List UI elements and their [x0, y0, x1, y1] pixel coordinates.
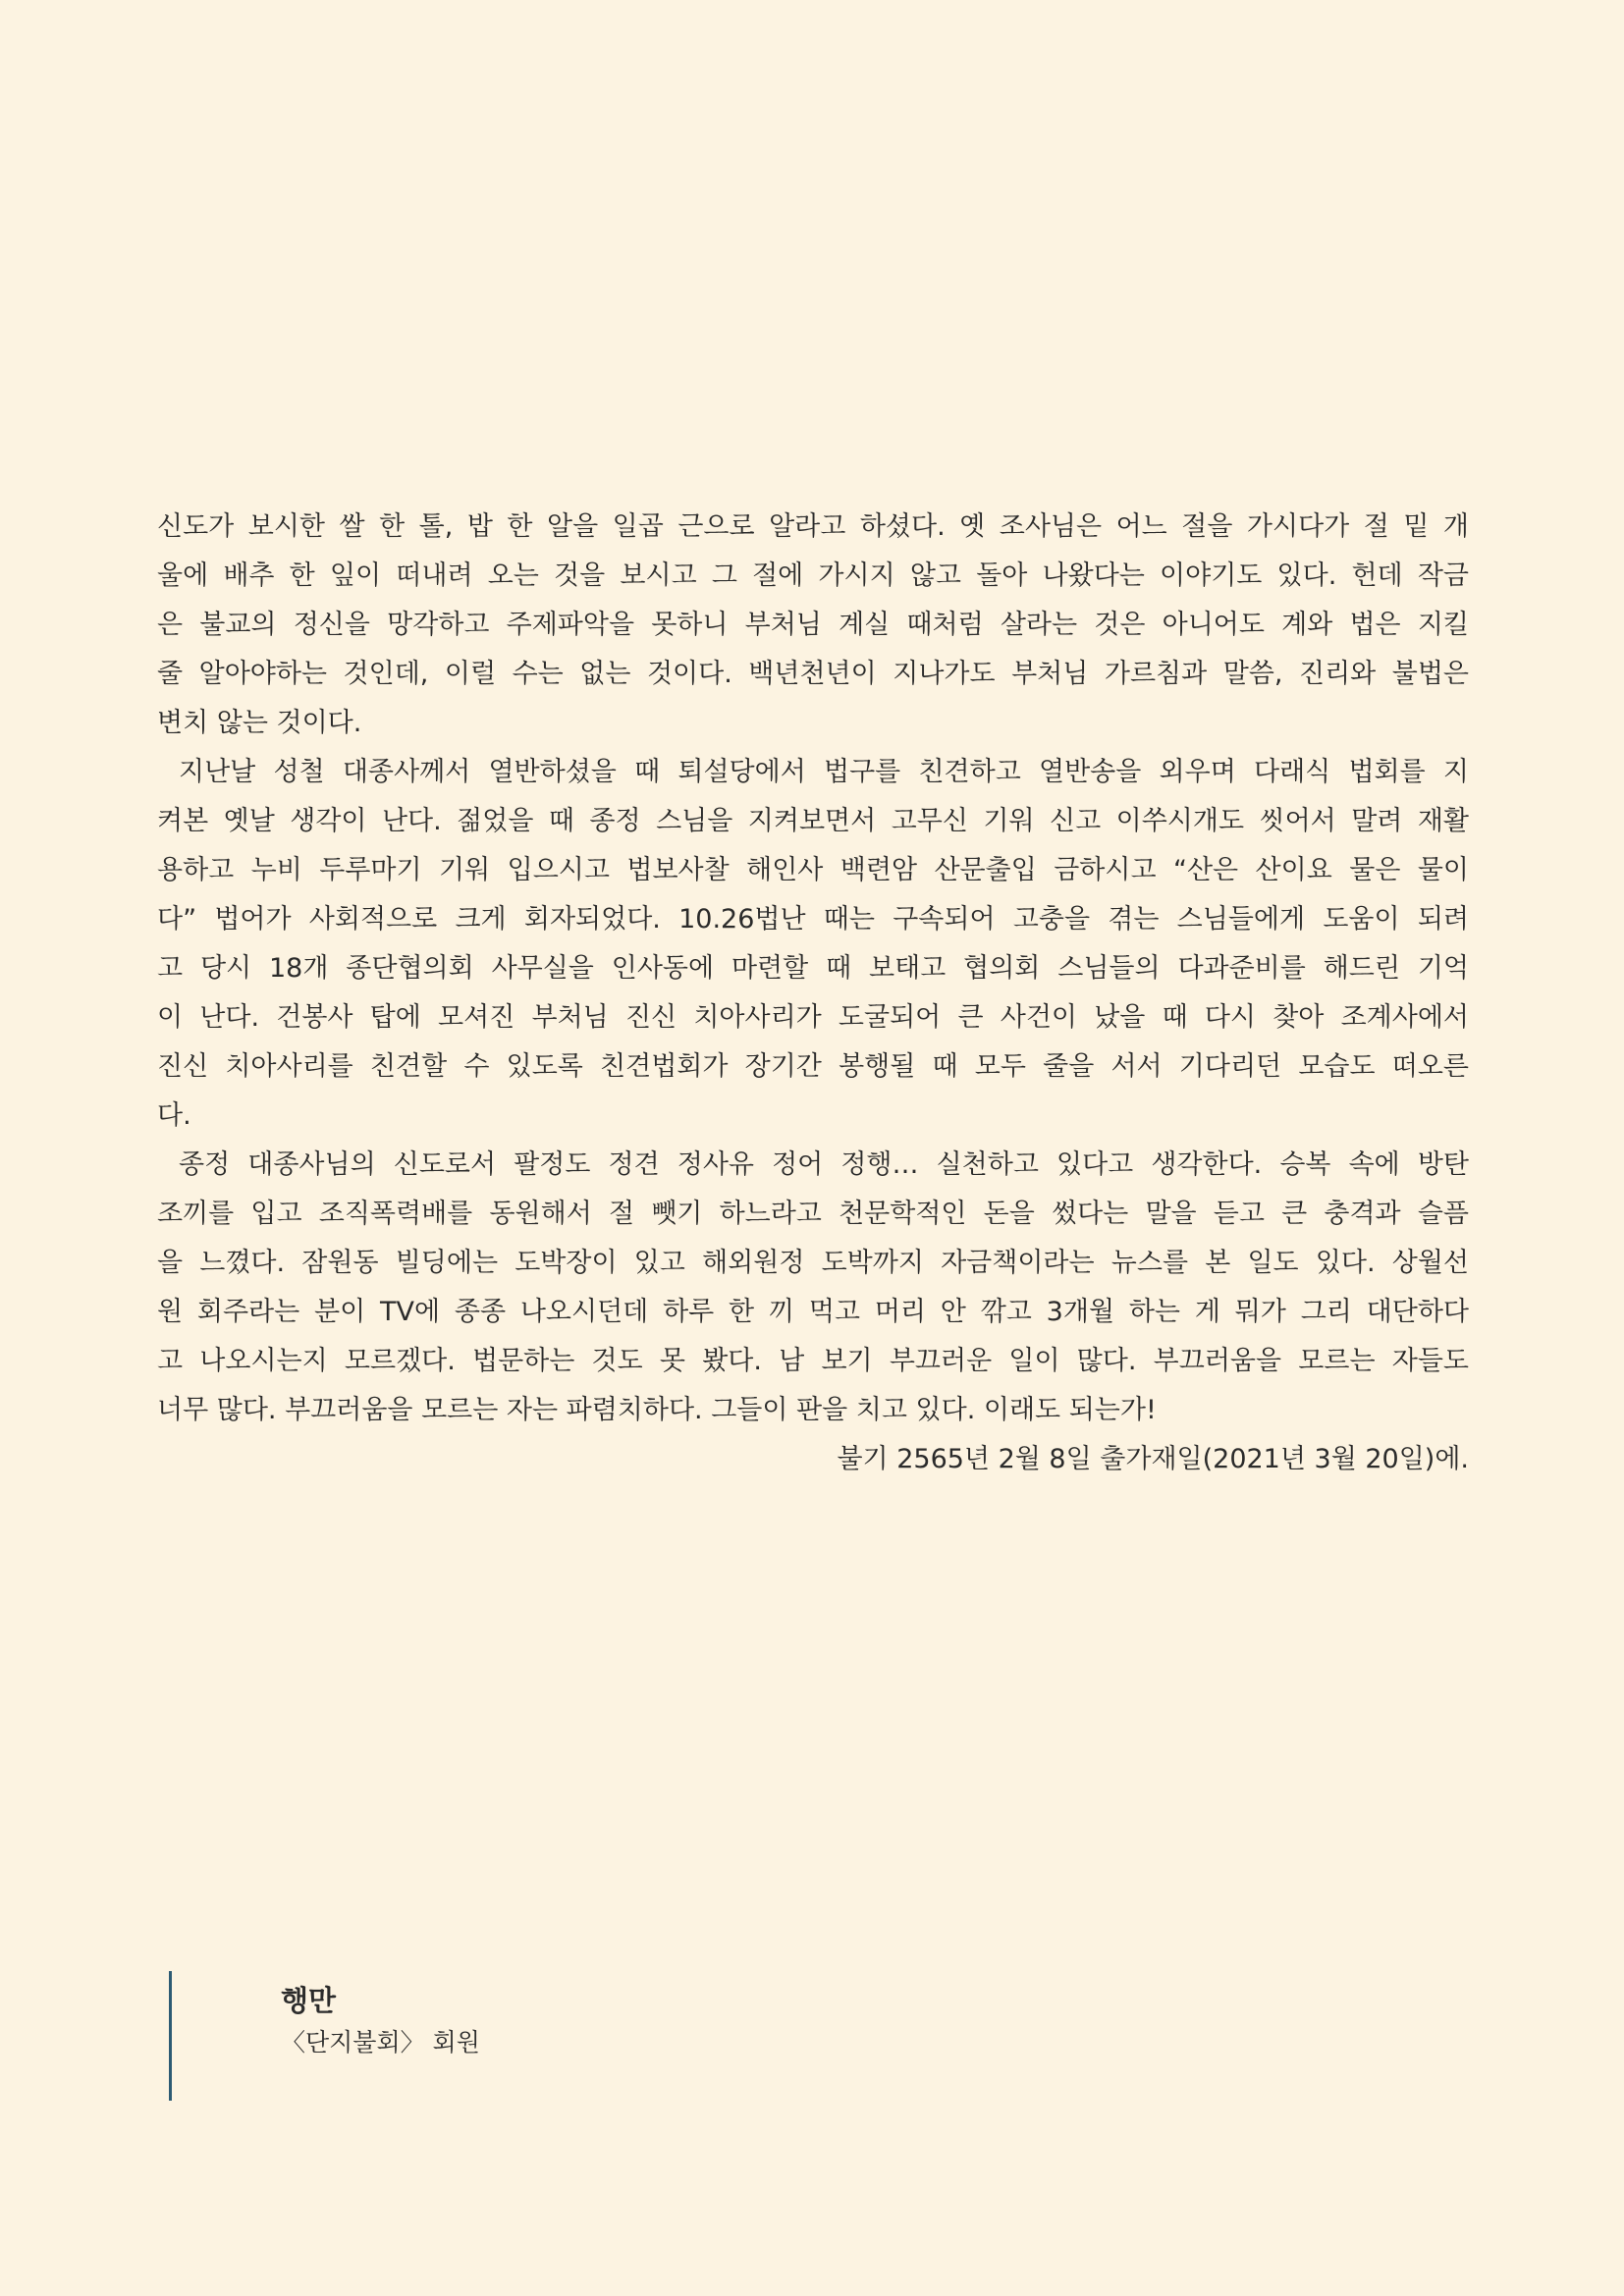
text-line: 줄 알아야하는 것인데, 이럴 수는 없는 것이다. 백년천년이 지나가도 부처님 가르침과 말씀, 진리와 불법은 — [157, 659, 1469, 689]
text-line: 을 느꼈다. 잠원동 빌딩에는 도박장이 있고 해외원정 도박까지 자금책이라는 뉴스를 본 일도 있다. 상월선 — [157, 1248, 1469, 1278]
text-line: 너무 많다. 부끄러움을 모르는 자는 파렴치하다. 그들이 판을 치고 있다. 이래도 되는가! — [157, 1395, 1157, 1425]
text-line: 조끼를 입고 조직폭력배를 동원해서 절 뺏기 하느라고 천문학적인 돈을 썼다는 말을 듣고 큰 충격과 슬픔 — [157, 1199, 1469, 1229]
text-line: 켜본 옛날 생각이 난다. 젊었을 때 종정 스님을 지켜보면서 고무신 기워 신고 이쑤시개도 씻어서 말려 재활 — [157, 806, 1469, 836]
text-line: 원 회주라는 분이 TV에 종종 나오시던데 하루 한 끼 먹고 머리 안 깎고 3개월 하는 게 뭐가 그리 대단하다 — [157, 1297, 1469, 1327]
text-line: 울에 배추 한 잎이 떠내려 오는 것을 보시고 그 절에 가시지 않고 돌아 나왔다는 이야기도 있다. 헌데 작금 — [157, 561, 1469, 591]
dateline: 불기 2565년 2월 8일 출가재일(2021년 3월 20일)에. — [837, 1444, 1469, 1474]
text-line: 은 불교의 정신을 망각하고 주제파악을 못하니 부처님 계실 때처럼 살라는 것은 아니어도 계와 법은 지킬 — [157, 610, 1469, 640]
text-line: 진신 치아사리를 친견할 수 있도록 친견법회가 장기간 봉행될 때 모두 줄을 서서 기다리던 모습도 떠오른 — [157, 1051, 1469, 1082]
author-divider-rule — [169, 1971, 172, 2101]
text-line: 다. — [157, 1100, 191, 1131]
author-block — [169, 1971, 758, 2101]
article-body — [157, 503, 1469, 1484]
text-line: 고 나오시는지 모르겠다. 법문하는 것도 못 봤다. 남 보기 부끄러운 일이 많다. 부끄러움을 모르는 자들도 — [157, 1346, 1469, 1376]
text-line: 변치 않는 것이다. — [157, 708, 362, 738]
author-name: 행만 — [281, 1984, 337, 2017]
author-affiliation: 〈단지불회〉 회원 — [281, 2028, 480, 2056]
text-line: 종정 대종사님의 신도로서 팔정도 정견 정사유 정어 정행… 실천하고 있다고 생각한다. 승복 속에 방탄 — [179, 1149, 1469, 1180]
text-line: 고 당시 18개 종단협의회 사무실을 인사동에 마련할 때 보태고 협의회 스님들의 다과준비를 해드린 기억 — [157, 953, 1469, 984]
text-line: 지난날 성철 대종사께서 열반하셨을 때 퇴설당에서 법구를 친견하고 열반송을 외우며 다래식 법회를 지 — [179, 757, 1469, 787]
paragraph-2 — [157, 748, 1469, 1141]
text-line: 용하고 누비 두루마기 기워 입으시고 법보사찰 해인사 백련암 산문출입 금하시고 “산은 산이요 물은 물이 — [157, 855, 1469, 885]
text-line: 신도가 보시한 쌀 한 톨, 밥 한 알을 일곱 근으로 알라고 하셨다. 옛 조사님은 어느 절을 가시다가 절 밑 개 — [157, 511, 1469, 542]
text-line: 다” 법어가 사회적으로 크게 회자되었다. 10.26법난 때는 구속되어 고충을 겪는 스님들에게 도움이 되려 — [157, 904, 1469, 934]
text-line: 이 난다. 건봉사 탑에 모셔진 부처님 진신 치아사리가 도굴되어 큰 사건이 났을 때 다시 찾아 조계사에서 — [157, 1002, 1469, 1033]
paragraph-1 — [157, 503, 1469, 748]
paragraph-3 — [157, 1141, 1469, 1435]
